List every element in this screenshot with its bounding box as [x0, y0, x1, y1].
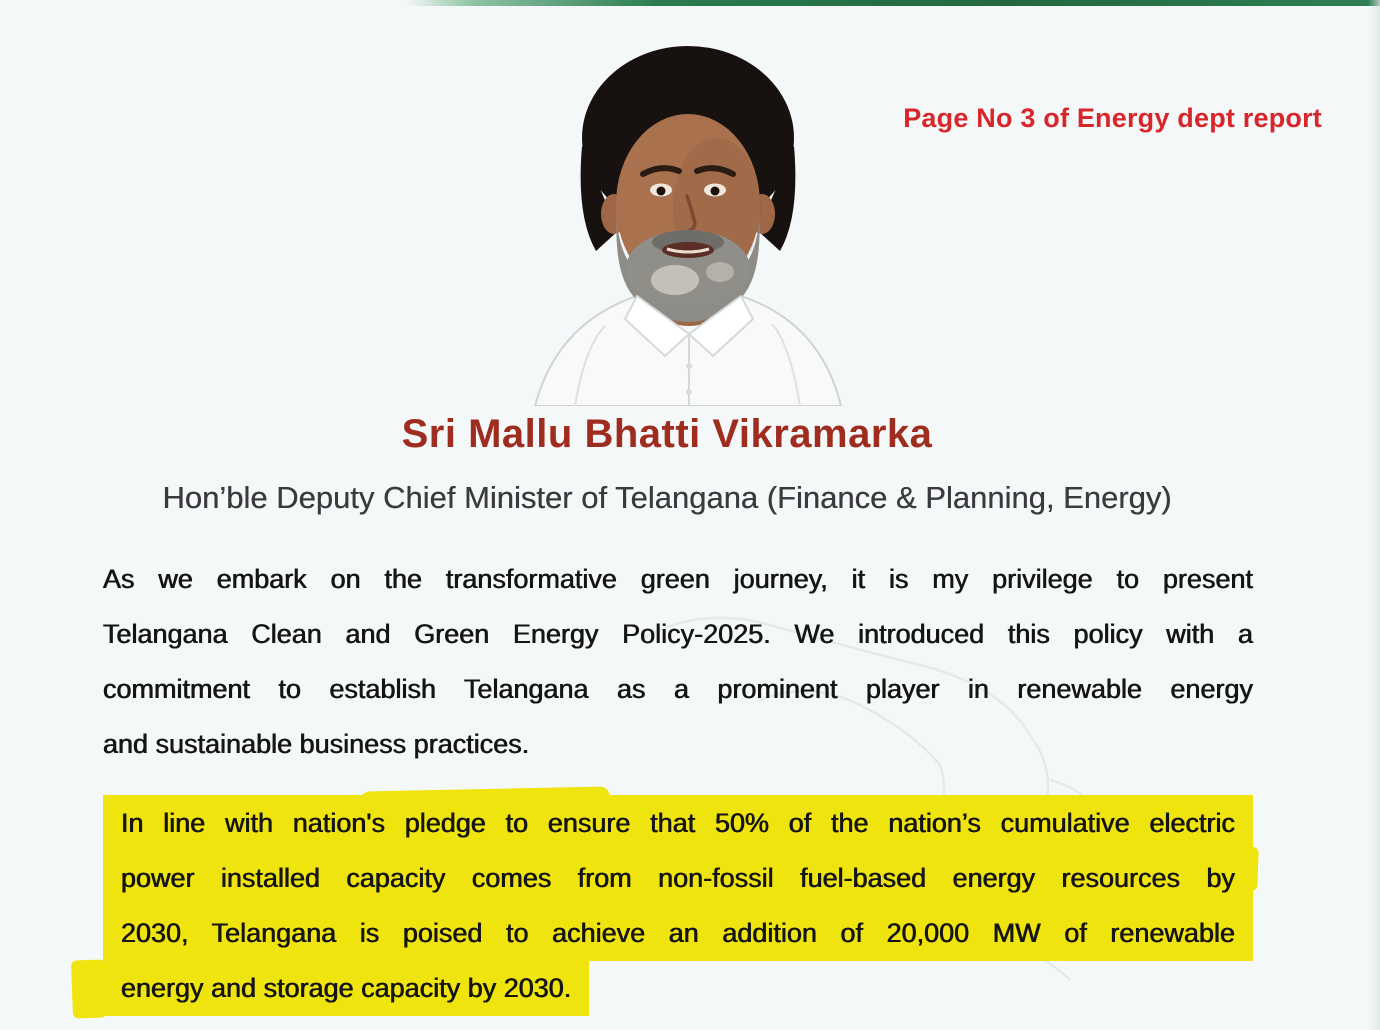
- highlight-line: [103, 851, 1253, 906]
- person-designation: Hon’ble Deputy Chief Minister of Telangana (Finance & Planning, Energy): [162, 480, 1172, 515]
- intro-paragraph: [103, 552, 1253, 772]
- portrait-photo: [515, 36, 860, 406]
- highlight-line: [103, 796, 1253, 851]
- top-green-edge-bar: [405, 0, 1380, 6]
- intro-line: and sustainable business practices.: [103, 729, 530, 759]
- intro-line: Telangana Clean and Green Energy Policy-2025. We introduced this policy with a: [103, 619, 1253, 649]
- person-name-title: Sri Mallu Bhatti Vikramarka: [401, 412, 933, 456]
- highlight-text: In line with nation's pledge to ensure that 50% of the nation’s cumulative electric: [103, 795, 1253, 851]
- highlight-text: 2030, Telangana is poised to achieve an addition of 20,000 MW of renewable: [103, 905, 1253, 961]
- highlight-text: energy and storage capacity by 2030.: [103, 960, 589, 1016]
- highlight-line: [103, 906, 1253, 961]
- intro-line: As we embark on the transformative green journey, it is my privilege to present: [103, 564, 1253, 594]
- highlight-line: [103, 961, 1253, 1016]
- scan-edge-shade: [1368, 0, 1380, 1030]
- highlighted-paragraph: [103, 796, 1253, 1016]
- page-annotation: Page No 3 of Energy dept report: [903, 103, 1322, 133]
- portrait-illustration: [515, 36, 860, 406]
- highlight-text: power installed capacity comes from non-fossil fuel-based energy resources by: [103, 850, 1253, 906]
- intro-line: commitment to establish Telangana as a prominent player in renewable energy: [103, 674, 1253, 704]
- highlighter-stroke-edge: [71, 959, 107, 1018]
